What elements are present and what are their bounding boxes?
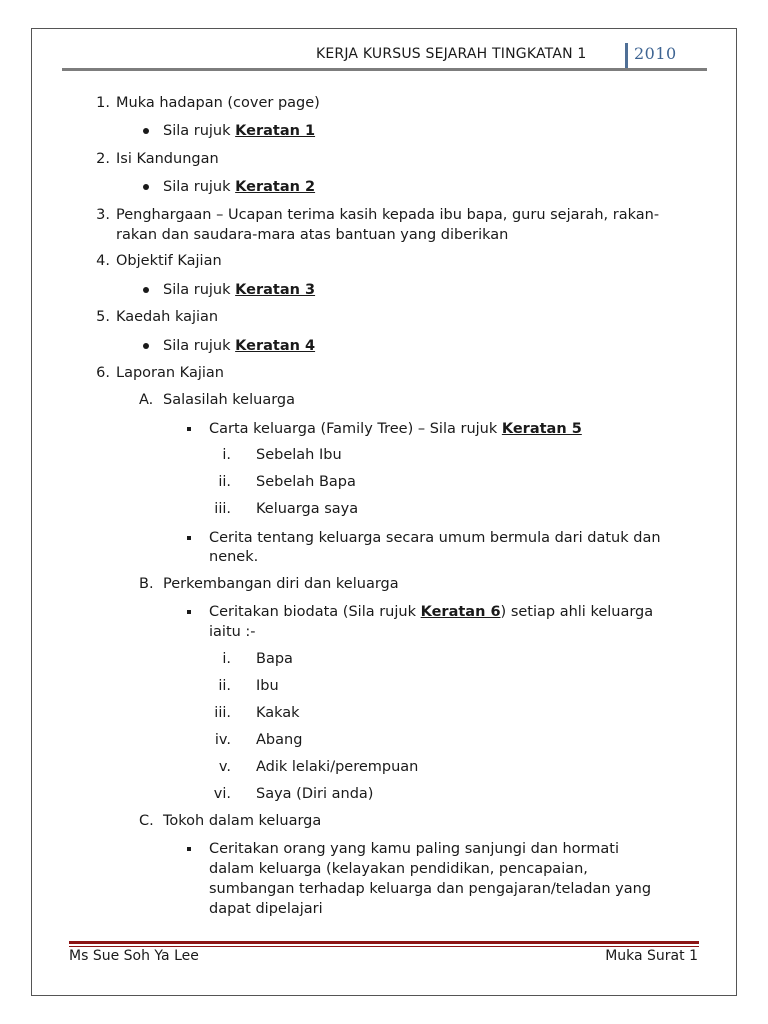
sub-item-text: iaitu :-: [209, 624, 256, 640]
sub-item-text: Sila rujuk: [163, 179, 236, 195]
sub-item-text: ) setiap ahli keluarga: [500, 604, 654, 620]
keratan-1-link[interactable]: Keratan 1: [235, 123, 316, 139]
list-item: Adik lelaki/perempuan: [256, 759, 419, 775]
header-title: KERJA KURSUS SEJARAH TINGKATAN 1: [316, 46, 587, 62]
bullet-icon: [143, 184, 149, 190]
list-item: Saya (Diri anda): [256, 786, 374, 802]
keratan-3-link[interactable]: Keratan 3: [235, 282, 316, 298]
square-bullet-icon: [187, 847, 191, 851]
list-item: Keluarga saya: [256, 501, 359, 517]
item-text: Isi Kandungan: [116, 151, 219, 167]
sub-item-text: Ceritakan biodata (Sila rujuk: [209, 604, 421, 620]
list-item: Ibu: [256, 678, 279, 694]
item-text: Kaedah kajian: [116, 309, 219, 325]
sub-item: [163, 337, 315, 355]
sub-item: [209, 603, 653, 621]
keratan-4-link[interactable]: Keratan 4: [235, 338, 316, 354]
bullet-icon: [143, 128, 149, 134]
sub-item-text: Ceritakan orang yang kamu paling sanjungi dan hormati: [209, 841, 619, 857]
list-item: Kakak: [256, 705, 300, 721]
roman-numeral: iii.: [214, 501, 231, 517]
item-number: 1.: [96, 95, 110, 111]
item-text: Penghargaan – Ucapan terima kasih kepada ibu bapa, guru sejarah, rakan-: [116, 207, 660, 223]
roman-numeral: ii.: [218, 474, 231, 490]
roman-numeral: iii.: [214, 705, 231, 721]
sub-item: [163, 281, 315, 299]
list-item: Bapa: [256, 651, 293, 667]
item-number: 3.: [96, 207, 110, 223]
sub-item-text: Sila rujuk: [163, 282, 236, 298]
section-c-label: C.: [139, 813, 154, 829]
sub-item-text: Cerita tentang keluarga secara umum bermula dari datuk dan: [209, 530, 661, 546]
list-item: Sebelah Bapa: [256, 474, 356, 490]
item-number: 5.: [96, 309, 110, 325]
item-text: Laporan Kajian: [116, 365, 224, 381]
sub-item-text: dalam keluarga (kelayakan pendidikan, pencapaian,: [209, 861, 588, 877]
sub-item: [163, 122, 315, 140]
list-item: Sebelah Ibu: [256, 447, 342, 463]
sub-item: [163, 178, 315, 196]
section-c-title: Tokoh dalam keluarga: [163, 813, 322, 829]
roman-numeral: iv.: [214, 732, 231, 748]
square-bullet-icon: [187, 536, 191, 540]
item-number: 6.: [96, 365, 110, 381]
item-number: 4.: [96, 253, 110, 269]
roman-numeral: i.: [222, 651, 231, 667]
section-a-label: A.: [139, 392, 154, 408]
roman-numeral: i.: [222, 447, 231, 463]
section-b-label: B.: [139, 576, 154, 592]
sub-item-text: Carta keluarga (Family Tree) – Sila rujuk: [209, 421, 502, 437]
sub-item: [209, 420, 582, 438]
footer-rule: [69, 941, 699, 944]
header-separator: [625, 43, 628, 70]
footer-author: Ms Sue Soh Ya Lee: [69, 948, 199, 964]
header-rule: [62, 68, 707, 71]
footer-rule-thin: [69, 946, 699, 947]
keratan-2-link[interactable]: Keratan 2: [235, 179, 316, 195]
square-bullet-icon: [187, 427, 191, 431]
bullet-icon: [143, 287, 149, 293]
sub-item-text: Sila rujuk: [163, 338, 236, 354]
section-b-title: Perkembangan diri dan keluarga: [163, 576, 399, 592]
keratan-6-link[interactable]: Keratan 6: [420, 604, 501, 620]
sub-item-text: nenek.: [209, 549, 259, 565]
sub-item-text: dapat dipelajari: [209, 901, 323, 917]
list-item: Abang: [256, 732, 303, 748]
roman-numeral: v.: [218, 759, 231, 775]
roman-numeral: ii.: [218, 678, 231, 694]
bullet-icon: [143, 343, 149, 349]
item-text: rakan dan saudara-mara atas bantuan yang diberikan: [116, 227, 509, 243]
item-text: Muka hadapan (cover page): [116, 95, 320, 111]
header-year: 2010: [634, 44, 677, 63]
sub-item-text: sumbangan terhadap keluarga dan pengajaran/teladan yang: [209, 881, 652, 897]
roman-numeral: vi.: [213, 786, 231, 802]
sub-item-text: Sila rujuk: [163, 123, 236, 139]
item-text: Objektif Kajian: [116, 253, 222, 269]
item-number: 2.: [96, 151, 110, 167]
square-bullet-icon: [187, 610, 191, 614]
footer-page-number: Muka Surat 1: [605, 948, 698, 964]
section-a-title: Salasilah keluarga: [163, 392, 296, 408]
keratan-5-link[interactable]: Keratan 5: [501, 421, 582, 437]
